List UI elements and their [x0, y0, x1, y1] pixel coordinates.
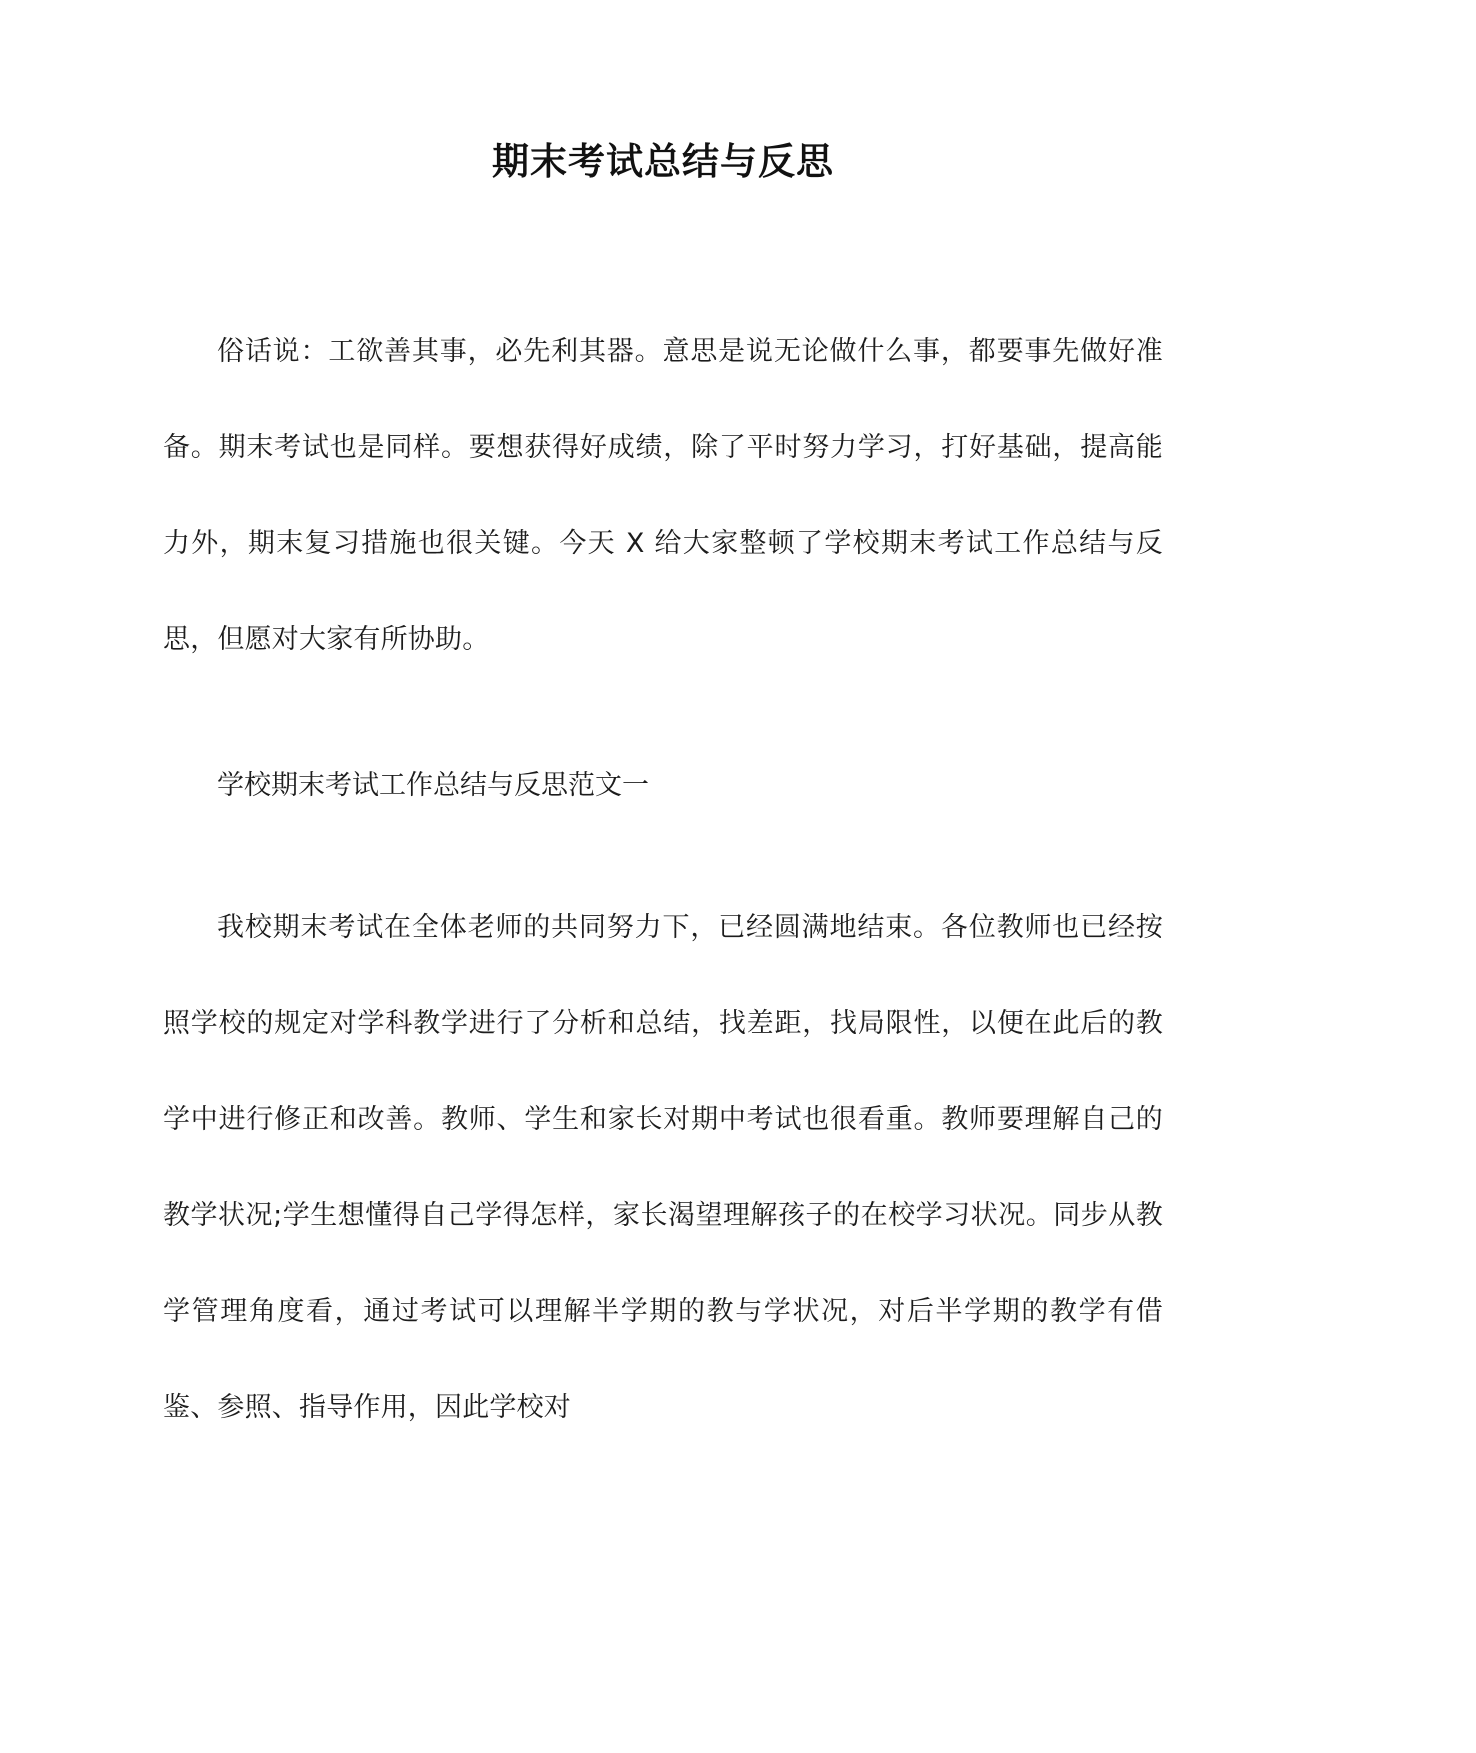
page-title: 期末考试总结与反思 — [492, 140, 834, 183]
document-content — [163, 0, 1163, 1456]
intro-paragraph: 俗话说：工欲善其事，必先利其器。意思是说无论做什么事，都要事先做好准备。期末考试也是同样。要想获得好成绩，除了平时努力学习，打好基础，提高能力外，期末复习措施也很关键。今天 X 给大家整顿了学校期末考试工作总结与反思，但愿对大家有所协助。 — [163, 336, 1163, 656]
title-body-spacer — [163, 186, 1163, 304]
paragraph-gap-1 — [163, 688, 1163, 738]
section-heading: 学校期末考试工作总结与反思范文一 — [217, 770, 649, 802]
section-one-body-paragraph: 我校期末考试在全体老师的共同努力下，已经圆满地结束。各位教师也已经按照学校的规定对学科教学进行了分析和总结，找差距，找局限性，以便在此后的教学中进行修正和改善。教师、学生和家长对期中考试也很看重。教师要理解自己的教学状况;学生想懂得自己学得怎样，家长渴望理解孩子的在校学习状况。同步从教学管理角度看，通过考试可以理解半学期的教与学状况，对后半学期的教学有借鉴、参照、指导作用，因此学校对 — [163, 912, 1163, 1424]
paragraph-gap-2 — [163, 834, 1163, 880]
